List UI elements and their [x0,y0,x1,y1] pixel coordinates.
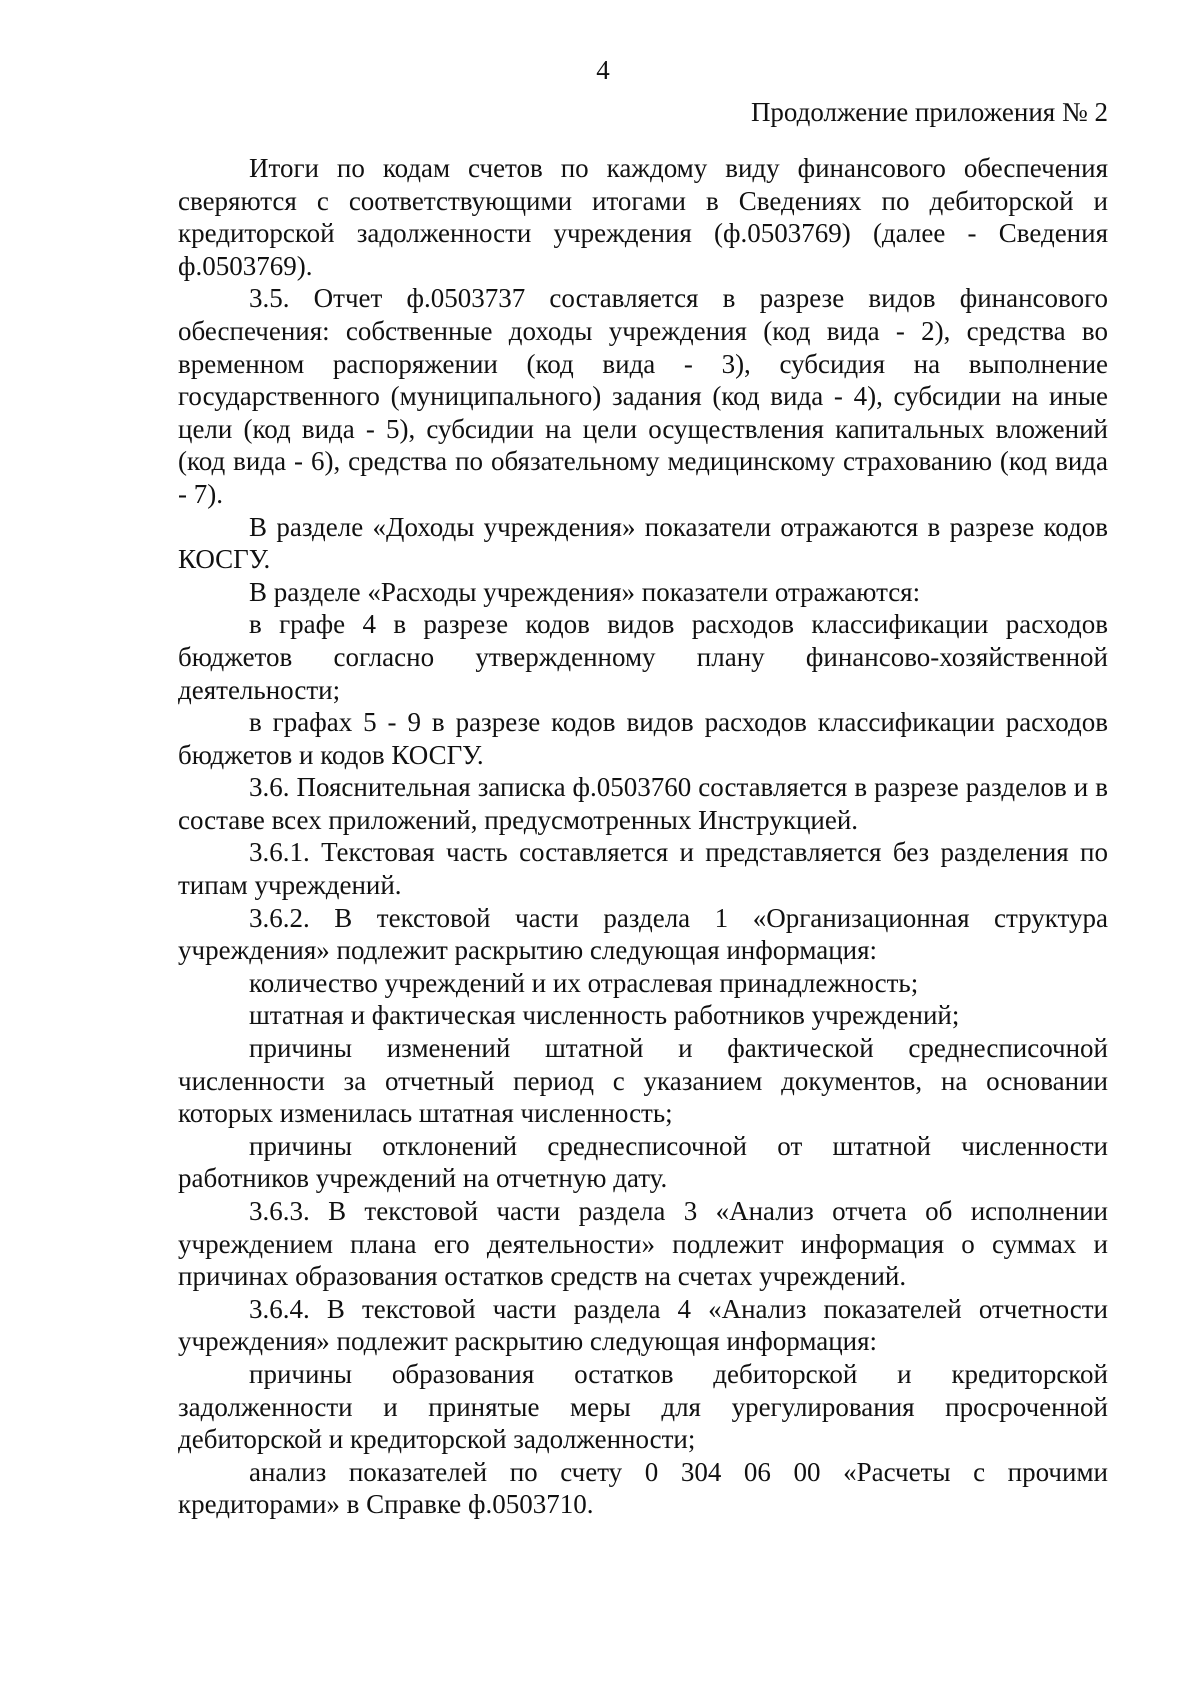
paragraph-3-5: 3.5. Отчет ф.0503737 составляется в разрезе видов финансового обеспечения: собственные доходы учреждения (код вида - 2), средства во временном распоряжении (код вида - 3), субсидия на выполнение государственного (муниципального) задания (код вида - 4), субсидии на иные цели (код вида - 5), субсидии на цели осуществления капитальных вложений (код вида - 6), средства по обязательному медицинскому страхованию (код вида - 7). [178,283,1108,509]
paragraph-3-6-1: 3.6.1. Текстовая часть составляется и представляется без разделения по типам учреждений. [178,837,1108,901]
paragraph-expense-section: В разделе «Расходы учреждения» показатели отражаются: [249,576,921,607]
page-number: 4 [596,55,610,85]
paragraph-account-analysis: анализ показателей по счету 0 304 06 00 «Расчеты с прочими кредиторами» в Справке ф.0503710. [178,1456,1108,1520]
paragraph-income-section: В разделе «Доходы учреждения» показатели отражаются в разрезе кодов КОСГУ. [178,511,1108,575]
appendix-continuation-label: Продолжение приложения № 2 [750,97,1108,127]
paragraph-column-4: в графе 4 в разрезе кодов видов расходов классификации расходов бюджетов согласно утвержденному плану финансово-хозяйственной деятельности; [178,609,1108,705]
paragraph-columns-5-9: в графах 5 - 9 в разрезе кодов видов расходов классификации расходов бюджетов и кодов КОСГУ. [178,707,1108,770]
paragraph-3-6-4: 3.6.4. В текстовой части раздела 4 «Анализ показателей отчетности учреждения» подлежит раскрытию следующая информация: [178,1293,1108,1357]
paragraph-totals-reconciliation: Итоги по кодам счетов по каждому виду финансового обеспечения сверяются с соответствующими итогами в Сведениях по дебиторской и кредиторской задолженности учреждения (ф.0503769) (далее - Сведения ф.0503769). [178,153,1108,281]
paragraph-institutions-count: количество учреждений и их отраслевая принадлежность; [249,967,919,998]
paragraph-3-6: 3.6. Пояснительная записка ф.0503760 составляется в разрезе разделов и в составе всех приложений, предусмотренных Инструкцией. [178,772,1108,835]
paragraph-debt-balances: причины образования остатков дебиторской и кредиторской задолженности и принятые меры для урегулирования просроченной дебиторской и кредиторской задолженности; [178,1358,1108,1455]
paragraph-staff-changes: причины изменений штатной и фактической среднесписочной численности за отчетный период с указанием документов, на основании которых изменилась штатная численность; [178,1033,1108,1129]
paragraph-3-6-3: 3.6.3. В текстовой части раздела 3 «Анализ отчета об исполнении учреждением плана его деятельности» подлежит информация о суммах и причинах образования остатков средств на счетах учреждений. [178,1196,1108,1292]
document-body [178,152,1108,1521]
paragraph-3-6-2: 3.6.2. В текстовой части раздела 1 «Организационная структура учреждения» подлежит раскрытию следующая информация: [178,902,1108,966]
paragraph-staff-numbers: штатная и фактическая численность работников учреждений; [249,1000,960,1031]
paragraph-staff-deviations: причины отклонений среднесписочной от штатной численности работников учреждений на отчетную дату. [178,1130,1108,1194]
